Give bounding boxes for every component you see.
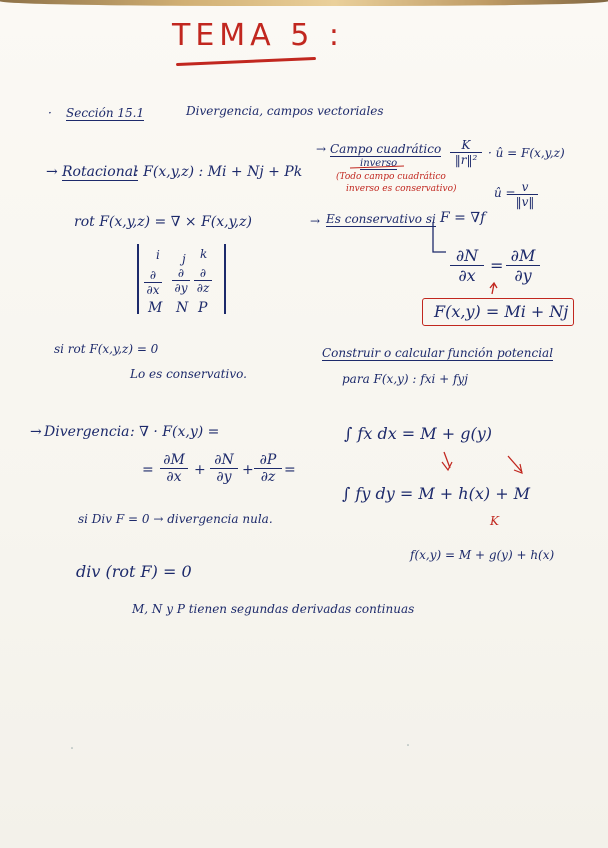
equals-sign: = <box>142 462 154 478</box>
arrow-bullet-icon: → <box>316 142 327 156</box>
red-arrow-2-head <box>514 464 522 473</box>
integral-fy: ∫ fy dy = M + h(x) + M <box>342 484 531 503</box>
k-over-r-squared: $\frac{K}{\text{‖r‖²}}$ <box>450 138 482 167</box>
red-arrow-2 <box>508 456 522 472</box>
equals-sign: = <box>284 462 296 478</box>
red-note-line2: inverso es conservativo) <box>346 184 457 194</box>
det-M: M <box>148 300 163 316</box>
continuity-note: M, N y P tienen segundas derivadas continuas <box>132 602 415 616</box>
rot-zero-result: Lo es conservativo. <box>130 367 247 381</box>
rot-definition: rot F(x,y,z) = ∇ × F(x,y,z) <box>74 214 252 230</box>
det-i: i <box>156 248 160 262</box>
k-constant: K <box>490 514 499 528</box>
campo-cuadratico-sub: inverso <box>360 158 398 169</box>
dN-dx: $\frac{\partial N}{\partial x}$ <box>450 246 484 285</box>
det-partial-z: ∂ ∂z <box>194 266 212 295</box>
section-label: Sección 15.1 <box>66 106 145 120</box>
red-arrow-1-head <box>442 462 452 470</box>
div-term-dN-dy: $\frac{\partial N}{\partial y}$ <box>210 452 238 485</box>
bracket-stroke <box>433 222 446 252</box>
campo-cuadratico-label: Campo cuadrático <box>330 142 442 156</box>
bullet-dot: · <box>48 106 52 120</box>
det-partial-x: ∂ ∂x <box>144 268 162 297</box>
potencial-label: Construir o calcular función potencial <box>322 346 554 360</box>
u-unit-vector: $\frac{v}{‖v‖}$ <box>512 180 538 209</box>
plus-sign: + <box>242 462 254 478</box>
red-underline <box>350 166 404 168</box>
potencial-line2: para F(x,y) : fxi + fyj <box>342 372 468 386</box>
conservativo-eq: F = ∇f <box>440 210 486 226</box>
div-term-dM-dx: $\frac{\partial M}{\partial x}$ <box>160 452 188 485</box>
divergencia-label: Divergencia <box>44 424 130 440</box>
potential-result: f(x,y) = M + g(y) + h(x) <box>410 548 555 562</box>
det-j: j <box>182 252 186 266</box>
div-zero-condition: si Div F = 0 → divergencia nula. <box>78 512 273 526</box>
rotacional-formula: : F(x,y,z) : Mi + Nj + Pk <box>134 164 303 180</box>
rotacional-label: Rotacional <box>62 164 138 180</box>
boxed-field-text: F(x,y) = Mi + Nj <box>434 302 569 321</box>
divergencia-formula: : ∇ · F(x,y) = <box>130 424 220 440</box>
section-topic: Divergencia, campos vectoriales <box>186 104 384 118</box>
integral-fx: ∫ fx dx = M + g(y) <box>344 424 493 443</box>
rot-zero-condition: si rot F(x,y,z) = 0 <box>54 342 159 356</box>
det-N: N <box>176 300 189 316</box>
u-label: û = <box>494 186 516 200</box>
arrow-bullet-icon: → <box>310 214 321 228</box>
page-title: TEMA 5 : <box>172 18 344 53</box>
plus-sign: + <box>194 462 206 478</box>
conservativo-label: Es conservativo si <box>326 212 436 226</box>
div-term-dP-dz: $\frac{\partial P}{\partial z}$ <box>254 452 282 485</box>
det-partial-y: ∂ ∂y <box>172 266 190 295</box>
arrow-bullet-icon: → <box>30 424 42 440</box>
det-P: P <box>198 300 208 316</box>
red-note-line1: (Todo campo cuadrático <box>336 172 446 182</box>
stray-dot <box>407 744 409 746</box>
arrow-bullet-icon: → <box>46 164 58 180</box>
det-k: k <box>200 247 208 261</box>
equals-sign: = <box>490 256 504 275</box>
dM-dy: $\frac{\partial M}{\partial y}$ <box>506 246 540 285</box>
campo-expr: · û = F(x,y,z) <box>488 146 565 160</box>
stray-dot <box>71 747 73 749</box>
div-rot-identity: div (rot F) = 0 <box>76 562 192 581</box>
